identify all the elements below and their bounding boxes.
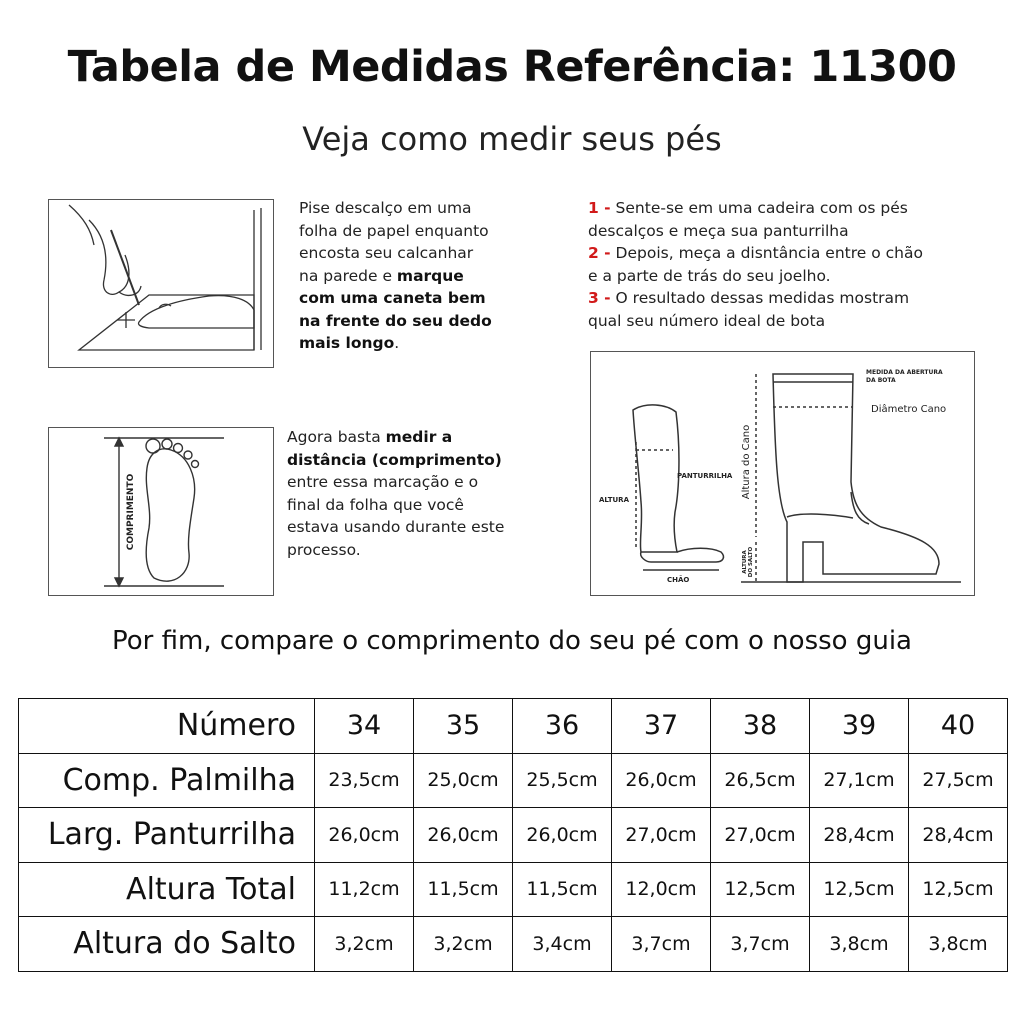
table-cell: 26,0cm <box>612 753 711 808</box>
table-cell: 25,5cm <box>513 753 612 808</box>
page-subtitle: Veja como medir seus pés <box>302 120 722 158</box>
step-2-line-3: entre essa marcação e o <box>287 473 479 491</box>
step-1-line-6: na frente do seu dedo <box>299 311 492 330</box>
compare-instruction: Por fim, compare o comprimento do seu pé com o nosso guia <box>112 626 912 656</box>
table-cell: 12,0cm <box>612 862 711 917</box>
table-cell: 34 <box>315 699 414 754</box>
row-label: Comp. Palmilha <box>19 753 315 808</box>
boot-instructions <box>588 197 923 332</box>
table-cell: 3,8cm <box>810 917 909 972</box>
table-cell: 12,5cm <box>909 862 1008 917</box>
table-cell: 27,1cm <box>810 753 909 808</box>
foot-length-illustration <box>48 427 274 596</box>
table-cell: 3,7cm <box>612 917 711 972</box>
table-cell: 3,2cm <box>414 917 513 972</box>
step-2-line-1: Agora basta medir a <box>287 428 453 446</box>
table-cell: 26,0cm <box>513 808 612 863</box>
table-cell: 11,5cm <box>414 862 513 917</box>
table-cell: 3,2cm <box>315 917 414 972</box>
table-cell: 26,5cm <box>711 753 810 808</box>
table-cell: 12,5cm <box>711 862 810 917</box>
chao-label: CHÃO <box>667 576 690 584</box>
table-row <box>19 917 1008 972</box>
size-guide-table <box>18 698 1008 972</box>
instruction-3a: 3 - O resultado dessas medidas mostram <box>588 289 910 307</box>
table-row <box>19 862 1008 917</box>
instruction-2a: 2 - Depois, meça a disntância entre o chão <box>588 244 923 262</box>
table-cell: 38 <box>711 699 810 754</box>
table-cell: 3,4cm <box>513 917 612 972</box>
table-cell: 11,2cm <box>315 862 414 917</box>
boot-measurement-illustration <box>590 351 975 596</box>
hand-marking-foot-drawing <box>49 200 272 366</box>
step-2-line-5: estava usando durante este <box>287 518 505 536</box>
table-cell: 3,7cm <box>711 917 810 972</box>
table-cell: 25,0cm <box>414 753 513 808</box>
table-cell: 3,8cm <box>909 917 1008 972</box>
table-row <box>19 699 1008 754</box>
altura-salto-label-2: DO SALTO <box>748 546 754 578</box>
instruction-3b: qual seu número ideal de bota <box>588 311 826 330</box>
toe-marking-illustration <box>48 199 274 368</box>
diametro-cano-label: Diâmetro Cano <box>871 404 947 415</box>
row-label: Larg. Panturrilha <box>19 808 315 863</box>
step-1-line-7: mais longo. <box>299 334 400 352</box>
step-2-line-4: final da folha que você <box>287 495 464 514</box>
table-row <box>19 808 1008 863</box>
altura-label: ALTURA <box>599 496 629 504</box>
comprimento-label: COMPRIMENTO <box>126 473 136 551</box>
medida-abertura-label-1: MEDIDA DA ABERTURA <box>866 369 943 376</box>
row-label: Altura do Salto <box>19 917 315 972</box>
table-row <box>19 753 1008 808</box>
table-cell: 26,0cm <box>414 808 513 863</box>
footprint-drawing <box>49 428 272 594</box>
table-cell: 27,0cm <box>612 808 711 863</box>
medida-abertura-label-2: DA BOTA <box>866 377 896 384</box>
table-cell: 39 <box>810 699 909 754</box>
step-1-line-3: encosta seu calcanhar <box>299 244 474 262</box>
table-cell: 35 <box>414 699 513 754</box>
step-1-line-1: Pise descalço em uma <box>299 199 472 217</box>
instruction-1a: 1 - Sente-se em uma cadeira com os pés <box>588 199 908 217</box>
table-cell: 23,5cm <box>315 753 414 808</box>
altura-salto-label-1: ALTURA <box>742 550 748 574</box>
table-cell: 27,0cm <box>711 808 810 863</box>
step-2-text <box>287 426 504 561</box>
table-cell: 40 <box>909 699 1008 754</box>
step-1-line-2: folha de papel enquanto <box>299 221 489 240</box>
table-cell: 28,4cm <box>909 808 1008 863</box>
table-cell: 26,0cm <box>315 808 414 863</box>
step-1-line-5: com uma caneta bem <box>299 289 486 307</box>
table-cell: 28,4cm <box>810 808 909 863</box>
row-label: Altura Total <box>19 862 315 917</box>
step-1-text <box>299 197 492 355</box>
step-1-line-4: na parede e marque <box>299 266 464 285</box>
page-title: Tabela de Medidas Referência: 11300 <box>67 42 957 92</box>
altura-cano-label: Altura do Cano <box>741 424 752 500</box>
step-2-line-2: distância (comprimento) <box>287 450 502 469</box>
boot-diagram <box>591 352 973 594</box>
table-cell: 36 <box>513 699 612 754</box>
panturrilha-label: PANTURRILHA <box>677 472 733 480</box>
row-label: Número <box>19 699 315 754</box>
table-cell: 37 <box>612 699 711 754</box>
table-cell: 12,5cm <box>810 862 909 917</box>
instruction-1b: descalços e meça sua panturrilha <box>588 221 849 240</box>
table-cell: 27,5cm <box>909 753 1008 808</box>
table-cell: 11,5cm <box>513 862 612 917</box>
instruction-2b: e a parte de trás do seu joelho. <box>588 266 831 285</box>
step-2-line-6: processo. <box>287 540 361 559</box>
